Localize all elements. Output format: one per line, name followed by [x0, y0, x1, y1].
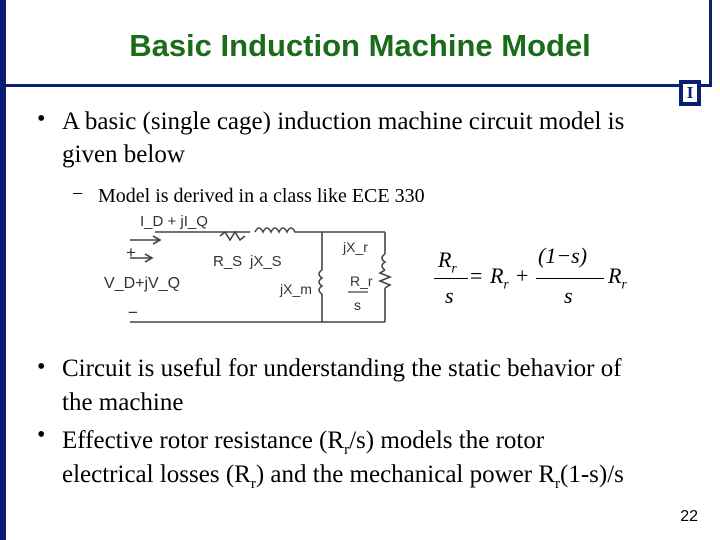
circuit-voltage-label: V_D+jV_Q — [104, 275, 181, 292]
bullet-2-line-1: Circuit is useful for understanding the static behavior of — [62, 355, 622, 382]
circuit-xr-label: jX_r — [343, 239, 368, 255]
bullet-2-line-2: the machine — [62, 389, 184, 416]
bullet-3-line-1: Effective rotor resistance $(R_r/s)$ models the rotor — [62, 427, 545, 458]
eq-rhs-term1: $R_r$ — [490, 263, 509, 292]
bullet-dot: • — [37, 422, 46, 448]
page-number: 22 — [680, 508, 698, 525]
bullet-1-line-2: given below — [62, 141, 185, 168]
eq-rhs-frac-num: (1−s) — [538, 243, 588, 268]
bullet-3-line-2: electrical losses $(R_r)$ and the mechanical power $R_r(1-s)/s$ — [62, 461, 624, 492]
university-logo-icon: I — [679, 80, 701, 106]
circuit-rs-label: R_S — [213, 253, 243, 270]
rotor-resistance-equation: $R_r$ s = $R_r$ + (1−s) s $R_r$ — [430, 235, 650, 315]
eq-lhs-den: s — [445, 283, 454, 308]
equivalent-circuit-diagram — [100, 210, 400, 330]
sub-bullet-dash: − — [72, 183, 84, 205]
circuit-plus: + — [126, 243, 136, 262]
eq-lhs-num: $R_r$ — [438, 247, 457, 276]
bullet-dot: • — [37, 354, 46, 380]
bullet-dot: • — [37, 106, 46, 132]
eq-rhs-frac-den: s — [564, 283, 573, 308]
circuit-current-label: I_D + jI_Q — [140, 213, 208, 230]
sub-bullet-1: Model is derived in a class like ECE 330 — [98, 185, 425, 207]
circuit-xs-label: jX_S — [250, 253, 282, 270]
circuit-xm-label: jX_m — [280, 281, 312, 297]
circuit-rr-num: R_r — [350, 273, 373, 289]
circuit-minus: − — [128, 303, 138, 322]
eq-rhs-term2: $R_r$ — [608, 263, 627, 292]
circuit-rr-den: s — [354, 297, 361, 313]
slide-title: Basic Induction Machine Model — [129, 28, 591, 63]
bullet-1-line-1: A basic (single cage) induction machine circuit model is — [62, 108, 625, 135]
